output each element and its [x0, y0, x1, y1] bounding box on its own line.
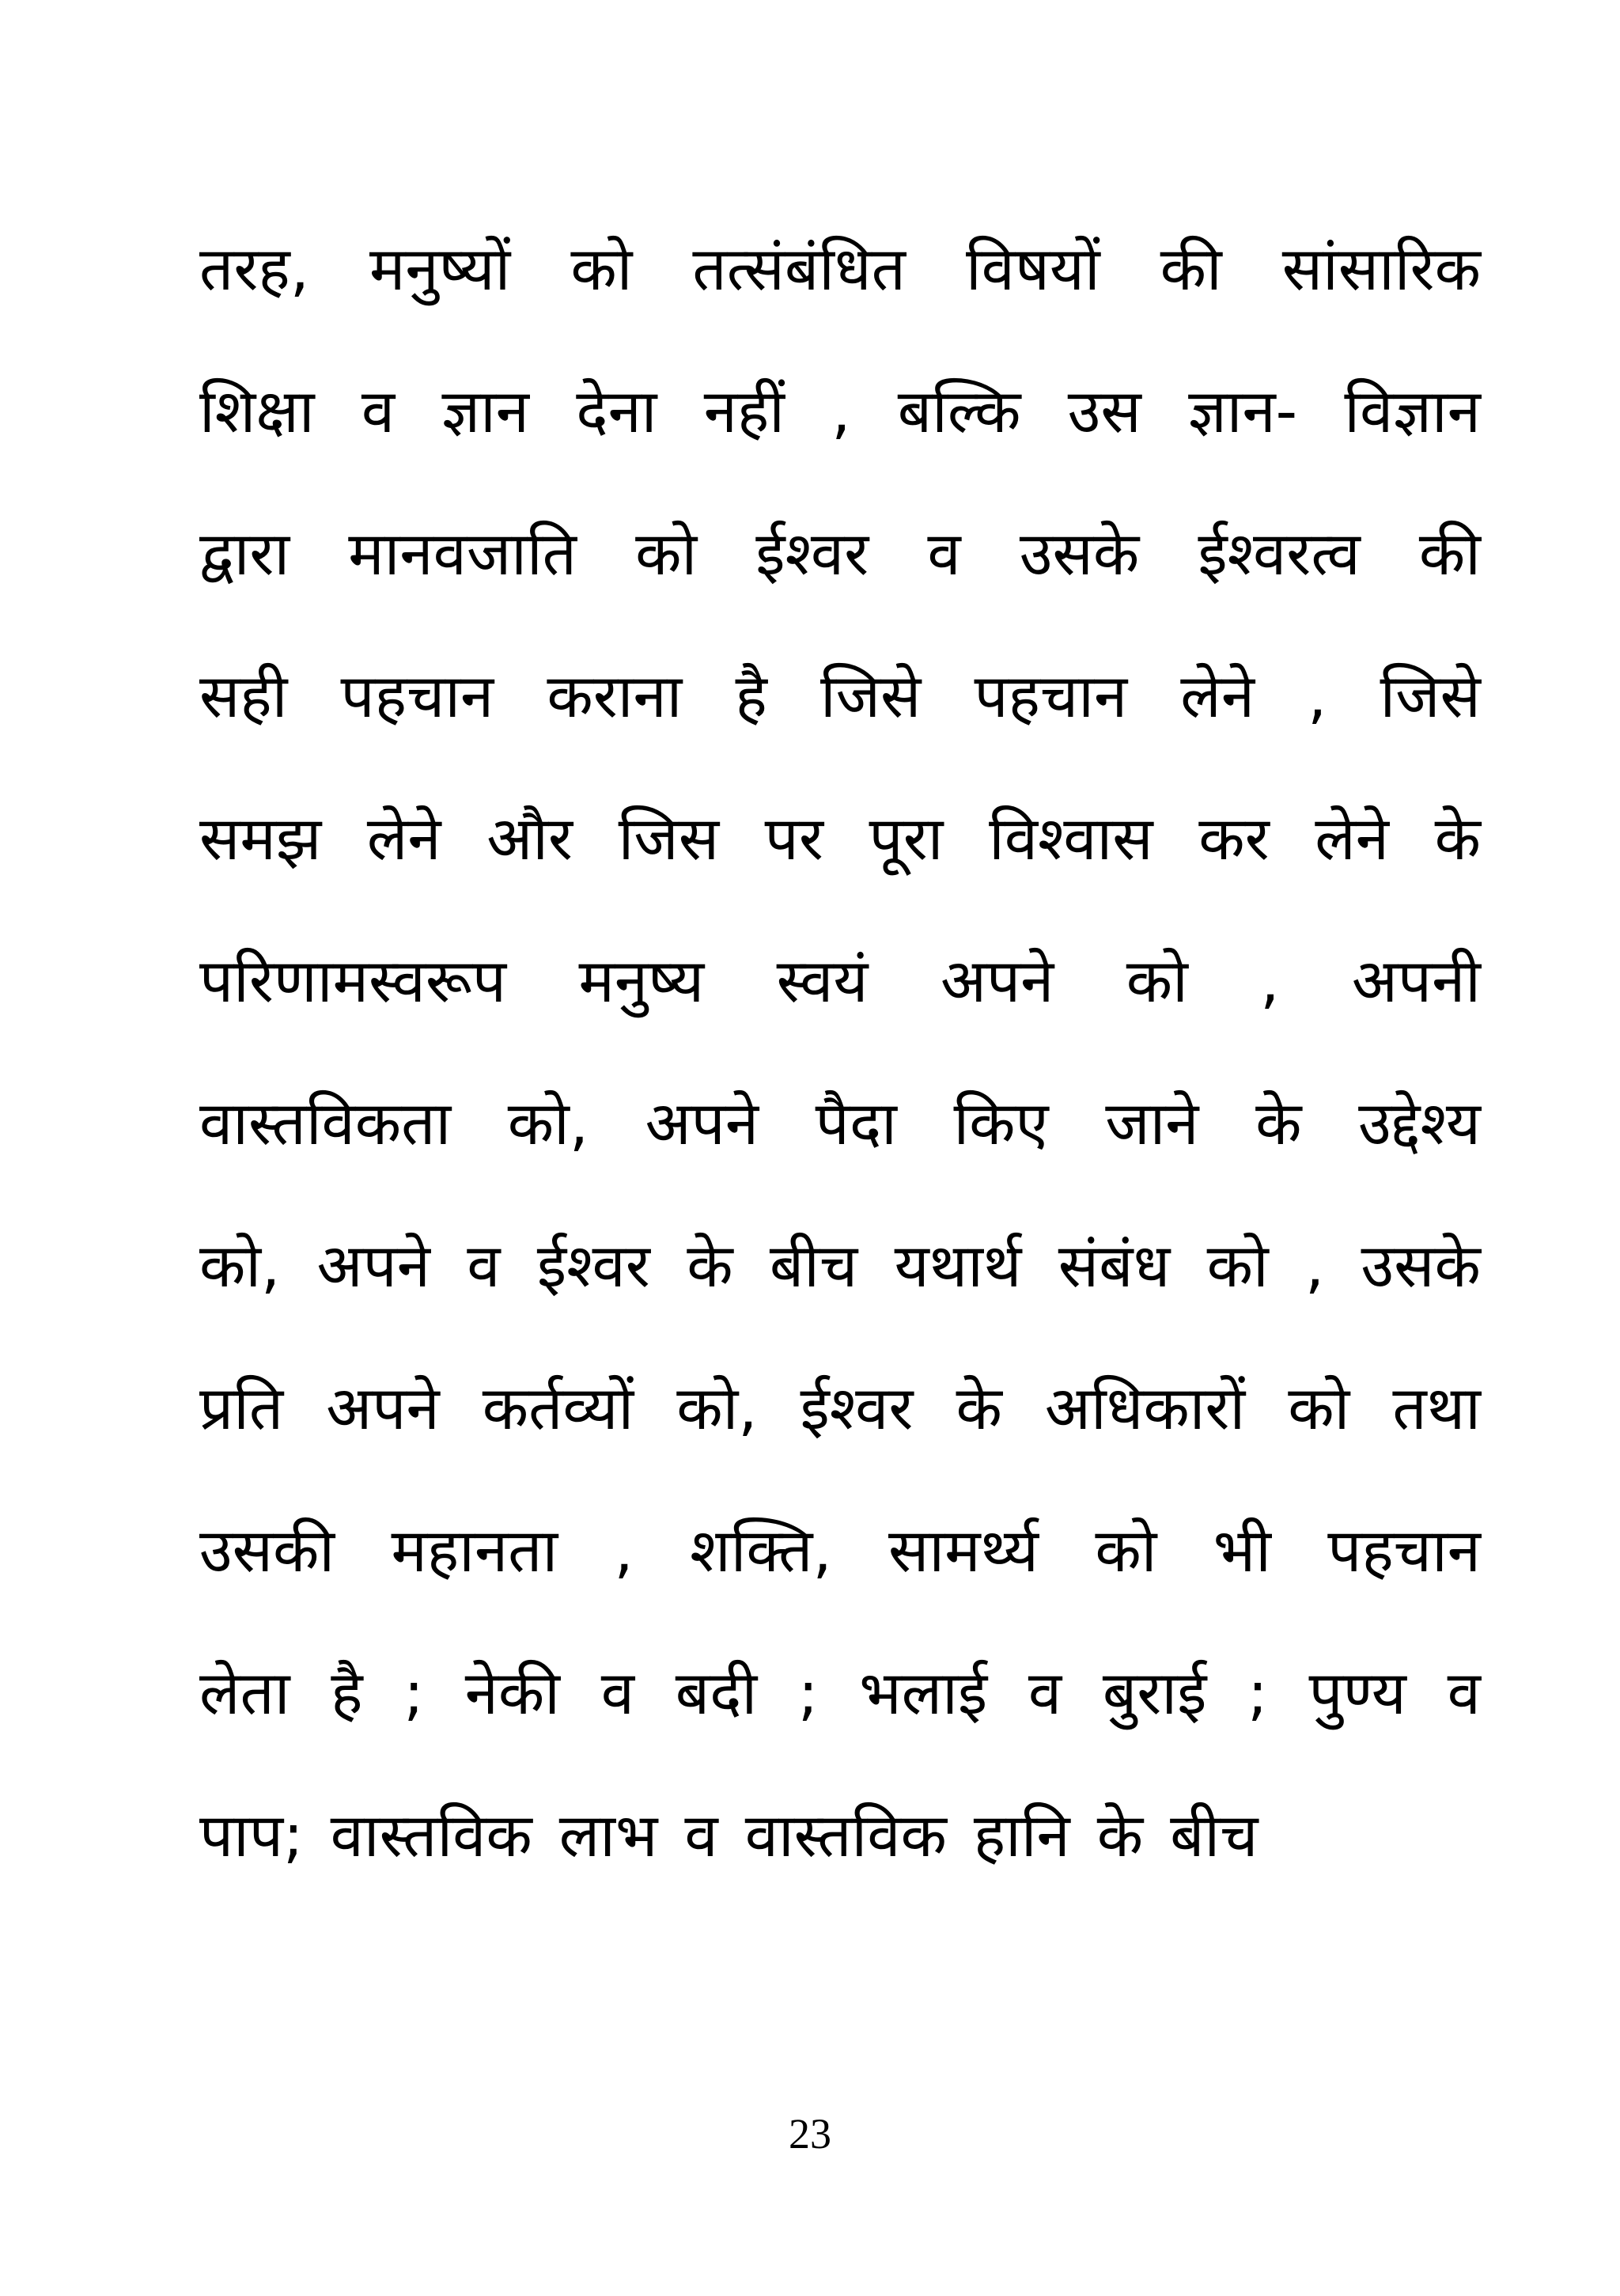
word: लेता	[199, 1658, 290, 1728]
word: ज्ञान-	[1188, 376, 1298, 446]
word: पाप;	[199, 1800, 304, 1870]
word: पुण्य	[1308, 1658, 1406, 1728]
word: महानता	[391, 1515, 558, 1586]
word: वास्तविकता	[199, 1088, 452, 1158]
word: उसके	[1361, 1230, 1481, 1301]
word: पहचान	[1327, 1515, 1481, 1586]
page-number: 23	[789, 2110, 831, 2158]
word: उसकी	[199, 1515, 335, 1586]
word: को	[570, 233, 633, 304]
word: संबंध	[1058, 1230, 1171, 1301]
word: के	[1434, 803, 1481, 873]
text-line-2	[199, 368, 1481, 455]
word: अपनी	[1351, 945, 1481, 1016]
word: व	[927, 518, 961, 589]
word: ;	[403, 1658, 424, 1728]
word: देना	[576, 376, 657, 446]
text-line-11	[199, 1650, 1481, 1737]
word: उद्देश्य	[1358, 1088, 1481, 1158]
word: बीच	[1170, 1800, 1259, 1870]
word: मनुष्य	[578, 945, 705, 1016]
word: ईश्वरत्व	[1198, 518, 1361, 589]
word: हानि	[973, 1800, 1070, 1870]
word: जिसे	[1380, 661, 1481, 731]
word: ,	[831, 376, 851, 446]
word: ईश्वर	[755, 518, 869, 589]
word: यथार्थ	[894, 1230, 1022, 1301]
word: लेने	[1180, 661, 1255, 731]
word: को,	[507, 1088, 589, 1158]
word: बीच	[769, 1230, 858, 1301]
word: लेने	[366, 803, 441, 873]
word: और	[486, 803, 573, 873]
word: व	[600, 1658, 634, 1728]
word: पहचान	[340, 661, 494, 731]
text-line-10	[199, 1507, 1481, 1594]
text-line-1	[199, 225, 1481, 313]
text-line-6	[199, 938, 1481, 1025]
word: को	[1126, 945, 1188, 1016]
word: है	[331, 1658, 363, 1728]
word: मानवजाति	[348, 518, 577, 589]
word: ,	[1308, 661, 1327, 731]
word: भलाई	[859, 1658, 988, 1728]
text-line-4	[199, 653, 1481, 740]
word: सही	[199, 661, 288, 731]
word: तरह,	[199, 233, 309, 304]
word: विज्ञान	[1344, 376, 1481, 446]
word: कराना	[547, 661, 683, 731]
word: जाने	[1105, 1088, 1199, 1158]
word: है	[735, 661, 767, 731]
word: किए	[953, 1088, 1049, 1158]
word: अपने	[326, 1373, 440, 1443]
text-line-7	[199, 1080, 1481, 1167]
word: वास्तविक	[744, 1800, 947, 1870]
word: परिणामस्वरूप	[199, 945, 507, 1016]
text-line-3	[199, 510, 1481, 597]
word: वास्तविक	[330, 1800, 532, 1870]
word: के	[687, 1230, 733, 1301]
word: पहचान	[974, 661, 1128, 731]
word: शिक्षा	[199, 376, 315, 446]
word: अपने	[316, 1230, 430, 1301]
word: बुराई	[1102, 1658, 1207, 1728]
text-line-12	[199, 1792, 1481, 1879]
word: ईश्वर	[536, 1230, 650, 1301]
word: बदी	[675, 1658, 758, 1728]
word: ,	[1260, 945, 1280, 1016]
word: नेकी	[464, 1658, 560, 1728]
word: शक्ति,	[690, 1515, 832, 1586]
word: ज्ञान	[441, 376, 529, 446]
word: सामर्थ्य	[888, 1515, 1039, 1586]
word: ;	[1247, 1658, 1268, 1728]
word: की	[1160, 233, 1222, 304]
word: ,	[1305, 1230, 1325, 1301]
word: पैदा	[815, 1088, 897, 1158]
word: तथा	[1392, 1373, 1481, 1443]
text-line-5	[199, 795, 1481, 882]
word: व	[684, 1800, 718, 1870]
word: द्वारा	[199, 518, 290, 589]
word: को	[1095, 1515, 1157, 1586]
word: को	[1206, 1230, 1269, 1301]
word: स्वयं	[776, 945, 869, 1016]
word: ,	[614, 1515, 634, 1586]
word: बल्कि	[897, 376, 1021, 446]
word: विषयों	[966, 233, 1100, 304]
word: उस	[1067, 376, 1141, 446]
word: सांसारिक	[1281, 233, 1481, 304]
word: के	[956, 1373, 1002, 1443]
word: लाभ	[558, 1800, 658, 1870]
word: पूरा	[869, 803, 944, 873]
word: को,	[199, 1230, 281, 1301]
word: व	[1028, 1658, 1062, 1728]
text-line-9	[199, 1365, 1481, 1452]
word: लेने	[1315, 803, 1389, 873]
word: पर	[764, 803, 823, 873]
word: तत्संबंधित	[692, 233, 906, 304]
word: जिसे	[819, 661, 922, 731]
word: व	[467, 1230, 501, 1301]
word: को	[1288, 1373, 1350, 1443]
word: व	[1447, 1658, 1481, 1728]
word: ईश्वर	[800, 1373, 914, 1443]
word: के	[1255, 1088, 1302, 1158]
word: व	[361, 376, 396, 446]
word: के	[1096, 1800, 1144, 1870]
word: की	[1418, 518, 1481, 589]
word: अपने	[940, 945, 1054, 1016]
word: समझ	[199, 803, 322, 873]
word: मनुष्यों	[369, 233, 511, 304]
word: अपने	[645, 1088, 759, 1158]
word: जिस	[618, 803, 720, 873]
word: भी	[1213, 1515, 1271, 1586]
word: प्रति	[199, 1373, 284, 1443]
word: विश्वास	[989, 803, 1153, 873]
word: ;	[797, 1658, 819, 1728]
word: अधिकारों	[1044, 1373, 1246, 1443]
word: को,	[676, 1373, 758, 1443]
word: को	[635, 518, 698, 589]
word: नहीं	[703, 376, 785, 446]
word: कर्तव्यों	[482, 1373, 634, 1443]
word: उसके	[1019, 518, 1140, 589]
word: कर	[1198, 803, 1270, 873]
text-line-8	[199, 1222, 1481, 1309]
